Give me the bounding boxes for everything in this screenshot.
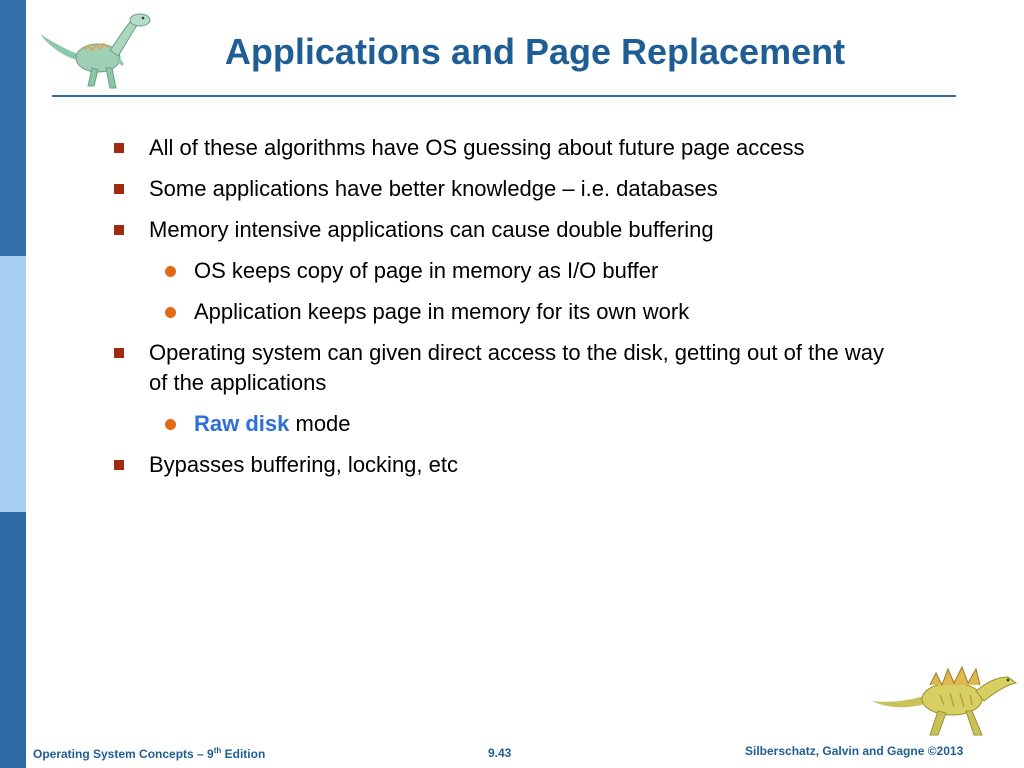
sub-list-item — [104, 256, 904, 286]
left-accent-bar — [0, 0, 26, 768]
list-item — [104, 338, 904, 398]
list-item-text: Bypasses buffering, locking, etc — [149, 452, 458, 477]
square-bullet-icon — [114, 225, 124, 235]
sub-list-item-text: OS keeps copy of page in memory as I/O buffer — [194, 258, 659, 283]
left-bar-top-segment — [0, 0, 26, 256]
list-item — [104, 133, 904, 163]
highlighted-term: Raw disk — [194, 411, 290, 436]
square-bullet-icon — [114, 348, 124, 358]
list-item-text: Memory intensive applications can cause double buffering — [149, 217, 714, 242]
left-bar-light-segment — [0, 256, 26, 512]
list-item-text: Operating system can given direct access to the disk, getting out of the way of the applications — [149, 340, 884, 395]
sub-list-item — [104, 409, 904, 439]
footer-book-title-sup: th — [213, 746, 222, 755]
round-bullet-icon — [165, 266, 176, 277]
slide-title: Applications and Page Replacement — [224, 31, 846, 72]
square-bullet-icon — [114, 460, 124, 470]
footer-copyright: Silberschatz, Galvin and Gagne ©2013 — [745, 744, 964, 758]
list-item — [104, 450, 904, 480]
footer-page-number: 9.43 — [488, 746, 512, 760]
title-divider — [52, 95, 956, 97]
list-item-text: Some applications have better knowledge – i.e. databases — [149, 176, 718, 201]
list-item — [104, 174, 904, 204]
square-bullet-icon — [114, 143, 124, 153]
sub-list-item-text — [194, 409, 904, 439]
footer-book-title-prefix: Operating System Concepts – 9 — [33, 747, 214, 761]
dinosaur-footer-icon — [870, 655, 1020, 740]
left-bar-bottom-segment — [0, 512, 26, 768]
bullet-list — [104, 133, 904, 491]
round-bullet-icon — [165, 419, 176, 430]
sub-list-item-text: Application keeps page in memory for its own work — [194, 299, 690, 324]
square-bullet-icon — [114, 184, 124, 194]
sub-list-item-suffix: mode — [289, 411, 351, 436]
sub-list-item — [104, 297, 904, 327]
footer-book-title — [33, 747, 265, 761]
dinosaur-logo-icon — [36, 6, 156, 96]
round-bullet-icon — [165, 307, 176, 318]
footer-book-title-suffix: Edition — [221, 747, 266, 761]
list-item — [104, 215, 904, 245]
list-item-text: All of these algorithms have OS guessing about future page access — [149, 135, 805, 160]
